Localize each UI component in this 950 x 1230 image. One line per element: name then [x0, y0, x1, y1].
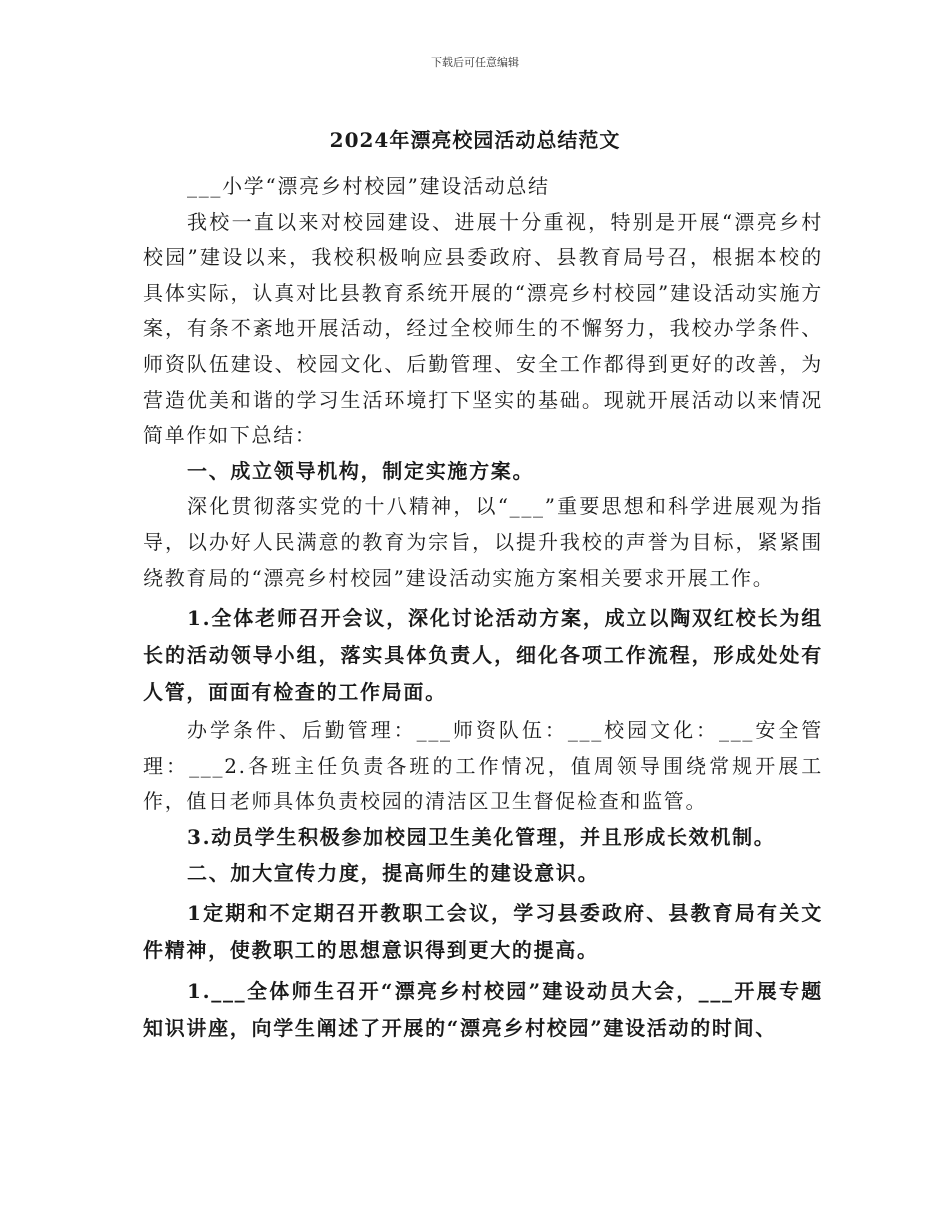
document-body [143, 169, 823, 1047]
body-paragraph: 办学条件、后勤管理：___师资队伍：___校园文化：___安全管理：___2.各班主任负责各班的工作情况，值周领导围绕常规开展工作，值日老师具体负责校园的清洁区卫生督促检查和监管。 [143, 718, 823, 814]
bold-item-meeting: 1定期和不定期召开教职工会议，学习县委政府、县教育局有关文件精神，使教职工的思想意识得到更大的提高。 [143, 901, 823, 963]
body-paragraph: 深化贯彻落实党的十八精神，以“___”重要思想和科学进展观为指导，以办好人民满意的教育为宗旨，以提升我校的声誉为目标，紧紧围绕教育局的“漂亮乡村校园”建设活动实施方案相关要求开展工作。 [143, 494, 823, 590]
document-title: 2024年漂亮校园活动总结范文 [329, 128, 621, 152]
bold-item-3: 3.动员学生积极参加校园卫生美化管理，并且形成长效机制。 [187, 824, 776, 849]
header-note: 下载后可任意编辑 [431, 56, 519, 69]
section-heading-1: 一、成立领导机构，制定实施方案。 [187, 458, 535, 483]
intro-paragraph: 我校一直以来对校园建设、进展十分重视，特别是开展“漂亮乡村校园”建设以来，我校积极响应县委政府、县教育局号召，根据本校的具体实际，认真对比县教育系统开展的“漂亮乡村校园”建设活动实施方案，有条不紊地开展活动，经过全校师生的不懈努力，我校办学条件、师资队伍建设、校园文化、后勤管理、安全工作都得到更好的改善，为营造优美和谐的学习生活环境打下坚实的基础。现就开展活动以来情况简单作如下总结： [143, 209, 823, 448]
bold-item-assembly: 1.___全体师生召开“漂亮乡村校园”建设动员大会，___开展专题知识讲座，向学生阐述了开展的“漂亮乡村校园”建设活动的时间、 [143, 979, 823, 1041]
bold-item-1: 1.全体老师召开会议，深化讨论活动方案，成立以陶双红校长为组长的活动领导小组，落实具体负责人，细化各项工作流程，形成处处有人管，面面有检查的工作局面。 [143, 606, 823, 705]
subtitle-paragraph: ___小学“漂亮乡村校园”建设活动总结 [187, 174, 550, 198]
section-heading-2: 二、加大宣传力度，提高师生的建设意识。 [187, 860, 600, 885]
